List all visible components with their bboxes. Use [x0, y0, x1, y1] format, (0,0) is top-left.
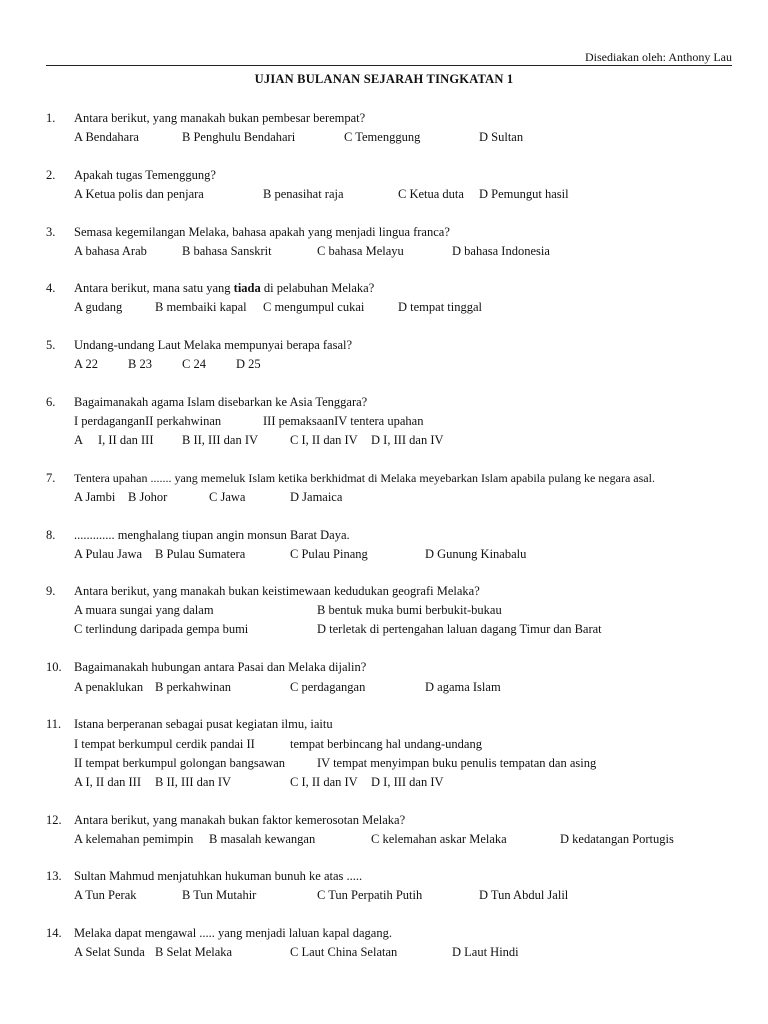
question-number: 1.	[46, 111, 56, 125]
option-d: D Sultan	[479, 130, 524, 144]
question-number: 5.	[46, 338, 56, 352]
question-number: 4.	[46, 281, 56, 295]
option-d: D Gunung Kinabalu	[425, 547, 527, 561]
question-text: Melaka dapat mengawal ..... yang menjadi laluan kapal dagang.	[74, 926, 392, 940]
option-d: D Pemungut hasil	[479, 187, 569, 201]
option-d: D kedatangan Portugis	[560, 832, 674, 846]
option-a: A Tun Perak	[74, 888, 137, 902]
question-text: Istana berperanan sebagai pusat kegiatan ilmu, iaitu	[74, 717, 333, 731]
question-number: 10.	[46, 660, 62, 674]
option-a: A 22	[74, 357, 98, 371]
question-number: 8.	[46, 528, 56, 542]
page-title: UJIAN BULANAN SEJARAH TINGKATAN 1	[254, 72, 514, 86]
option-d: D agama Islam	[425, 680, 501, 694]
option-d: D Tun Abdul Jalil	[479, 888, 569, 902]
question-text: Antara berikut, yang manakah bukan keistimewaan kedudukan geografi Melaka?	[74, 584, 480, 598]
question-text: Tentera upahan ....... yang memeluk Islam ketika berkhidmat di Melaka meyebarkan Islam apabila pulang ke negara asal.	[74, 471, 655, 485]
option-a: A penaklukan	[74, 680, 144, 694]
header-divider	[46, 65, 732, 66]
option-c: C I, II dan IV	[290, 433, 358, 447]
option-b: B Pulau Sumatera	[155, 547, 246, 561]
option-b: B Johor	[128, 490, 168, 504]
option-b: B masalah kewangan	[209, 832, 316, 846]
option-c: C Temenggung	[344, 130, 421, 144]
option-b: B Selat Melaka	[155, 945, 233, 959]
emphasis-word: tiada	[233, 281, 261, 295]
option-c: C I, II dan IV	[290, 775, 358, 789]
option-a: A Bendahara	[74, 130, 139, 144]
statement-list: III pemaksaanIV tentera upahan	[263, 414, 424, 428]
option-c: C bahasa Melayu	[317, 244, 404, 258]
statement-list: IV tempat menyimpan buku penulis tempatan dan asing	[317, 756, 597, 770]
option-d: D I, III dan IV	[371, 433, 444, 447]
option-c: C perdagangan	[290, 680, 366, 694]
option-c: C Tun Perpatih Putih	[317, 888, 423, 902]
prepared-by: Disediakan oleh: Anthony Lau	[585, 50, 732, 64]
question-number: 14.	[46, 926, 62, 940]
question-number: 12.	[46, 813, 62, 827]
question-number: 9.	[46, 584, 56, 598]
option-b: B II, III dan IV	[155, 775, 232, 789]
option-b: B membaiki kapal	[155, 300, 247, 314]
option-c: C Pulau Pinang	[290, 547, 368, 561]
option-d: D bahasa Indonesia	[452, 244, 550, 258]
question-text: Bagaimanakah hubungan antara Pasai dan Melaka dijalin?	[74, 660, 367, 674]
question-text: Apakah tugas Temenggung?	[74, 168, 216, 182]
option-b: B bentuk muka bumi berbukit-bukau	[317, 603, 502, 617]
option-d: D Jamaica	[290, 490, 343, 504]
question-text: Antara berikut, yang manakah bukan pembesar berempat?	[74, 111, 366, 125]
option-c: C 24	[182, 357, 206, 371]
option-b: B Tun Mutahir	[182, 888, 257, 902]
option-a: A I, II dan III	[74, 433, 154, 447]
option-a: A I, II dan III	[74, 775, 141, 789]
question-text: Sultan Mahmud menjatuhkan hukuman bunuh ke atas .....	[74, 869, 363, 883]
question-text: Antara berikut, mana satu yang tiada di pelabuhan Melaka?	[74, 281, 375, 295]
option-b: B perkahwinan	[155, 680, 232, 694]
option-c: C Jawa	[209, 490, 246, 504]
option-a: A gudang	[74, 300, 123, 314]
option-b: B II, III dan IV	[182, 433, 259, 447]
option-a: A bahasa Arab	[74, 244, 147, 258]
question-number: 11.	[46, 717, 62, 731]
question-number: 7.	[46, 471, 56, 485]
statement-list: I tempat berkumpul cerdik pandai II	[74, 737, 255, 751]
statement-list: tempat berbincang hal undang-undang	[290, 737, 482, 751]
option-c: C Ketua duta	[398, 187, 464, 201]
statement-list: I perdaganganII perkahwinan	[74, 414, 222, 428]
option-b: B penasihat raja	[263, 187, 344, 201]
option-b: B bahasa Sanskrit	[182, 244, 272, 258]
option-d: D I, III dan IV	[371, 775, 444, 789]
option-c: C terlindung daripada gempa bumi	[74, 622, 249, 636]
question-number: 13.	[46, 869, 62, 883]
question-number: 6.	[46, 395, 56, 409]
question-text: Antara berikut, yang manakah bukan faktor kemerosotan Melaka?	[74, 813, 406, 827]
option-a: A Pulau Jawa	[74, 547, 143, 561]
question-number: 3.	[46, 225, 56, 239]
question-text: Semasa kegemilangan Melaka, bahasa apakah yang menjadi lingua franca?	[74, 225, 450, 239]
option-a: A Jambi	[74, 490, 116, 504]
option-c: C Laut China Selatan	[290, 945, 398, 959]
option-d: D terletak di pertengahan laluan dagang Timur dan Barat	[317, 622, 602, 636]
option-c: C mengumpul cukai	[263, 300, 365, 314]
option-a: A muara sungai yang dalam	[74, 603, 214, 617]
option-b: B 23	[128, 357, 152, 371]
option-d: D 25	[236, 357, 261, 371]
option-d: D tempat tinggal	[398, 300, 483, 314]
option-b: B Penghulu Bendahari	[182, 130, 296, 144]
question-number: 2.	[46, 168, 56, 182]
statement-list: II tempat berkumpul golongan bangsawan	[74, 756, 286, 770]
option-a: A Selat Sunda	[74, 945, 145, 959]
option-a: A kelemahan pemimpin	[74, 832, 194, 846]
option-d: D Laut Hindi	[452, 945, 519, 959]
option-a: A Ketua polis dan penjara	[74, 187, 204, 201]
question-text: ............. menghalang tiupan angin monsun Barat Daya.	[74, 528, 350, 542]
question-text: Bagaimanakah agama Islam disebarkan ke Asia Tenggara?	[74, 395, 368, 409]
question-text: Undang-undang Laut Melaka mempunyai berapa fasal?	[74, 338, 353, 352]
option-c: C kelemahan askar Melaka	[371, 832, 507, 846]
